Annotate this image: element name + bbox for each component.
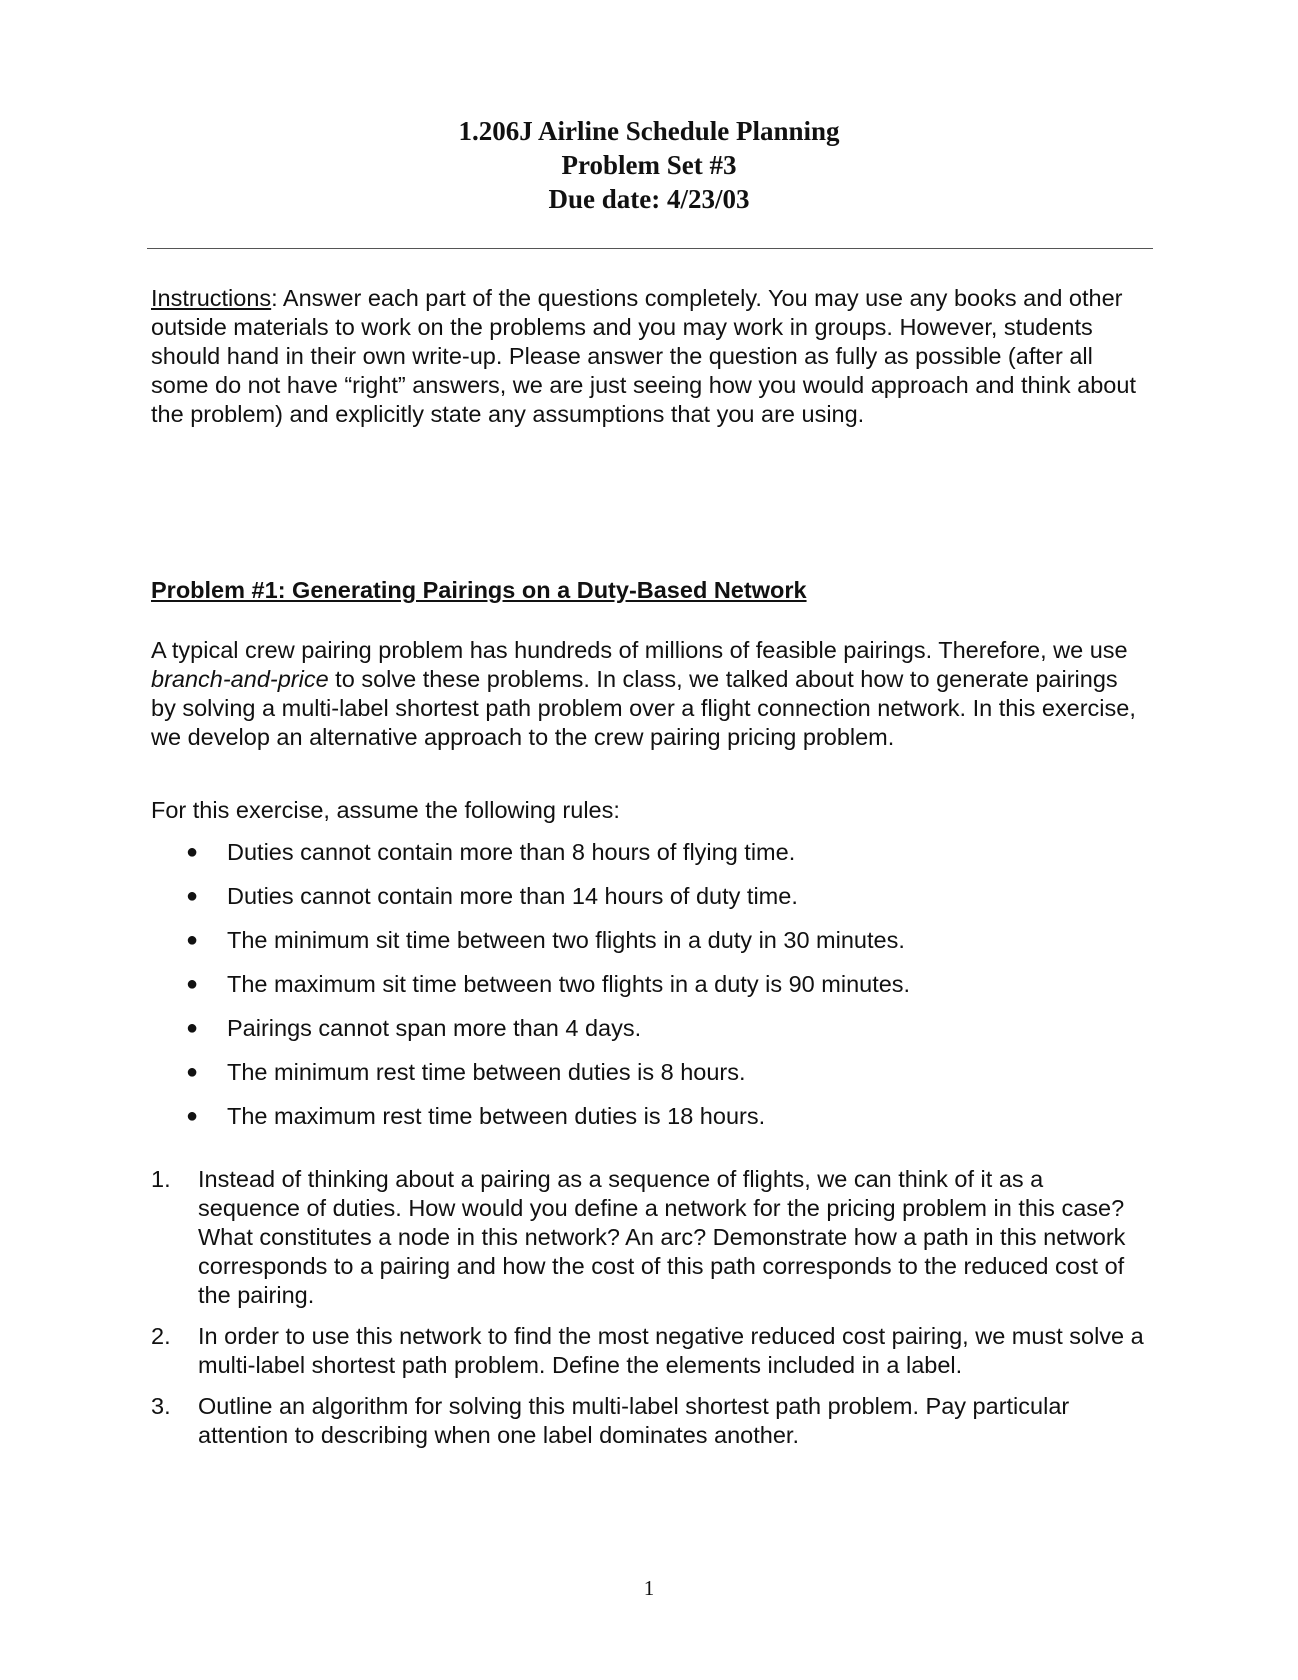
question-text: Instead of thinking about a pairing as a sequence of flights, we can think of it as a sequence of duties. How would you define a network for the pricing problem in this case? What constitutes a node in this network? An arc? Demonstrate how a path in this network corresponds to a pairing and how the cost of this path corresponds to the reduced cost of the pairing. (198, 1166, 1126, 1308)
bullet-icon: ● (186, 1105, 199, 1127)
rule-item (0, 1102, 1298, 1146)
due-date: Due date: 4/23/03 (548, 184, 750, 214)
intro-text-after: to solve these problems. In class, we talked about how to generate pairings by solving a multi-label shortest path problem over a flight connection network. In this exercise, we develop an alternative approach to the crew pairing pricing problem. (151, 666, 1136, 750)
questions-list (0, 1165, 1298, 1450)
rule-item (0, 882, 1298, 926)
question-item (0, 1322, 1298, 1380)
intro-text-before: A typical crew pairing problem has hundreds of millions of feasible pairings. Therefore, we use (151, 637, 1128, 663)
bullet-icon: ● (186, 1061, 199, 1083)
intro-emphasis: branch-and-price (151, 666, 329, 692)
problem-1-intro (151, 636, 1146, 752)
bullet-icon: ● (186, 1017, 199, 1039)
question-item (0, 1392, 1298, 1450)
question-item (0, 1165, 1298, 1310)
bullet-icon: ● (186, 929, 199, 951)
problem-1-title: Problem #1: Generating Pairings on a Duty-Based Network (151, 577, 807, 603)
question-text: Outline an algorithm for solving this multi-label shortest path problem. Pay particular attention to describing when one label dominates another. (198, 1393, 1070, 1448)
rule-text: The minimum sit time between two flights in a duty in 30 minutes. (227, 927, 905, 953)
instructions-text: : Answer each part of the questions completely. You may use any books and other outside materials to work on the problems and you may work in groups. However, students should hand in their own write-up. Please answer the question as fully as possible (after all some do not have “right” answers, we are just seeing how you would approach and think about the problem) and explicitly state any assumptions that you are using. (151, 285, 1136, 427)
bullet-icon: ● (186, 885, 199, 907)
rule-item (0, 1058, 1298, 1102)
rule-item (0, 970, 1298, 1014)
header-divider (147, 248, 1153, 249)
rules-list (0, 838, 1298, 1146)
question-number: 1. (151, 1166, 171, 1192)
page-number: 1 (643, 1576, 655, 1600)
rule-item (0, 1014, 1298, 1058)
bullet-icon: ● (186, 973, 199, 995)
rule-item (0, 838, 1298, 882)
question-number: 2. (151, 1323, 171, 1349)
rule-text: Duties cannot contain more than 14 hours of duty time. (227, 883, 798, 909)
rules-lead: For this exercise, assume the following rules: (151, 797, 620, 823)
rule-text: Duties cannot contain more than 8 hours of flying time. (227, 839, 796, 865)
instructions-paragraph (151, 284, 1151, 429)
course-title: 1.206J Airline Schedule Planning (458, 116, 840, 146)
rule-item (0, 926, 1298, 970)
rule-text: The minimum rest time between duties is 8 hours. (227, 1059, 746, 1085)
document-header (0, 114, 1298, 216)
question-number: 3. (151, 1393, 171, 1419)
bullet-icon: ● (186, 841, 199, 863)
question-text: In order to use this network to find the most negative reduced cost pairing, we must solve a multi-label shortest path problem. Define the elements included in a label. (198, 1323, 1144, 1378)
instructions-label: Instructions (151, 285, 272, 311)
problem-set-title: Problem Set #3 (561, 150, 737, 180)
rule-text: The maximum sit time between two flights in a duty is 90 minutes. (227, 971, 911, 997)
rule-text: The maximum rest time between duties is 18 hours. (227, 1103, 766, 1129)
rule-text: Pairings cannot span more than 4 days. (227, 1015, 642, 1041)
